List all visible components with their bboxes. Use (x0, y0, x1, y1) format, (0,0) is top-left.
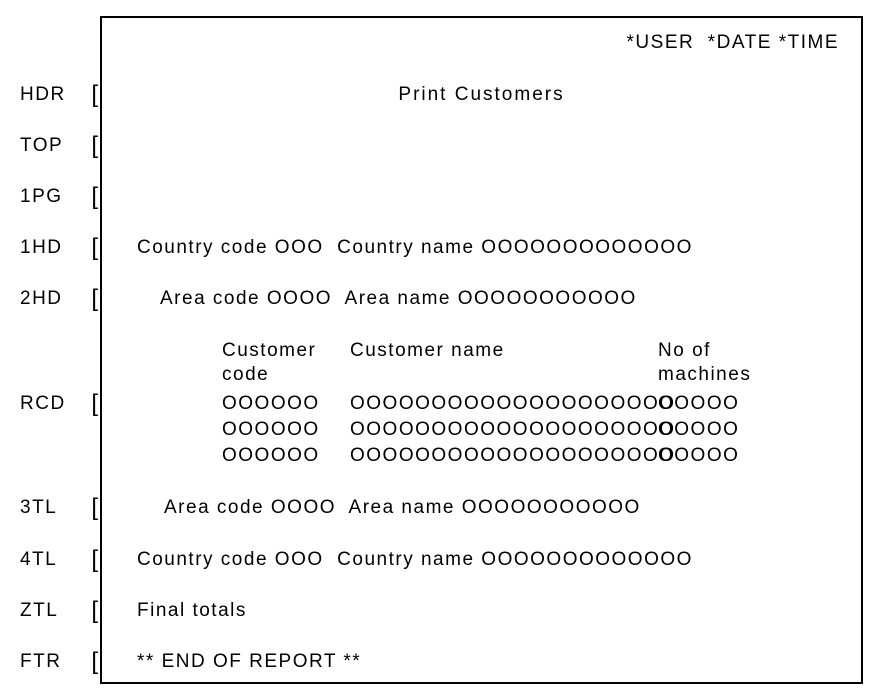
open-bracket: [ (91, 132, 98, 159)
record-row-cell: OOOOOO (222, 393, 320, 414)
open-bracket: [ (91, 234, 98, 261)
record-row-cell: OOOOO (658, 445, 740, 466)
column-header-customer-name: Customer name (350, 340, 505, 361)
section-row-top (20, 133, 98, 159)
record-row-cell: OOOOOOOOOOOOOOOOOOOO (350, 445, 676, 466)
country-total-line: Country code OOO Country name OOOOOOOOOOOOO (137, 549, 693, 570)
section-label-ftr: FTR (20, 651, 62, 672)
section-row-hdr (20, 82, 98, 108)
open-bracket: [ (91, 546, 98, 573)
country-heading-line: Country code OOO Country name OOOOOOOOOOOOO (137, 237, 693, 258)
section-label-4tl: 4TL (20, 549, 58, 570)
header-system-fields: *USER *DATE *TIME (626, 32, 839, 53)
record-row-cell: OOOOOOOOOOOOOOOOOOOO (350, 419, 676, 440)
section-row-ztl (20, 598, 98, 624)
section-label-2hd: 2HD (20, 288, 63, 309)
open-bracket: [ (91, 648, 98, 675)
record-row-cell: OOOOOOOOOOOOOOOOOOOO (350, 393, 676, 414)
section-row-2hd (20, 286, 98, 312)
column-header-no-of-2: machines (658, 364, 752, 385)
section-row-1hd (20, 235, 98, 261)
column-header-customer-code-1: Customer (222, 340, 317, 361)
end-of-report-line: ** END OF REPORT ** (137, 651, 362, 672)
section-label-top: TOP (20, 135, 64, 156)
section-row-rcd (20, 391, 98, 417)
section-label-1hd: 1HD (20, 237, 63, 258)
section-row-3tl (20, 495, 98, 521)
open-bracket: [ (91, 81, 98, 108)
section-label-3tl: 3TL (20, 497, 58, 518)
column-header-customer-code-2: code (222, 364, 270, 385)
record-row-cell: OOOOOO (222, 445, 320, 466)
area-heading-line: Area code OOOO Area name OOOOOOOOOOO (160, 288, 637, 309)
open-bracket: [ (91, 494, 98, 521)
section-label-rcd: RCD (20, 393, 66, 414)
section-row-4tl (20, 547, 98, 573)
record-row-cell: OOOOOO (222, 419, 320, 440)
section-row-ftr (20, 649, 98, 675)
section-label-1pg: 1PG (20, 186, 63, 207)
section-label-hdr: HDR (20, 84, 66, 105)
report-page-box (100, 16, 863, 684)
final-totals-line: Final totals (137, 600, 247, 621)
area-total-line: Area code OOOO Area name OOOOOOOOOOO (164, 497, 641, 518)
open-bracket: [ (91, 183, 98, 210)
section-row-1pg (20, 184, 98, 210)
record-row-cell: OOOOO (658, 419, 740, 440)
section-label-ztl: ZTL (20, 600, 59, 621)
open-bracket: [ (91, 285, 98, 312)
open-bracket: [ (91, 390, 98, 417)
column-header-no-of-1: No of (658, 340, 711, 361)
record-row-cell: OOOOO (658, 393, 740, 414)
open-bracket: [ (91, 597, 98, 624)
report-title: Print Customers (398, 84, 565, 105)
